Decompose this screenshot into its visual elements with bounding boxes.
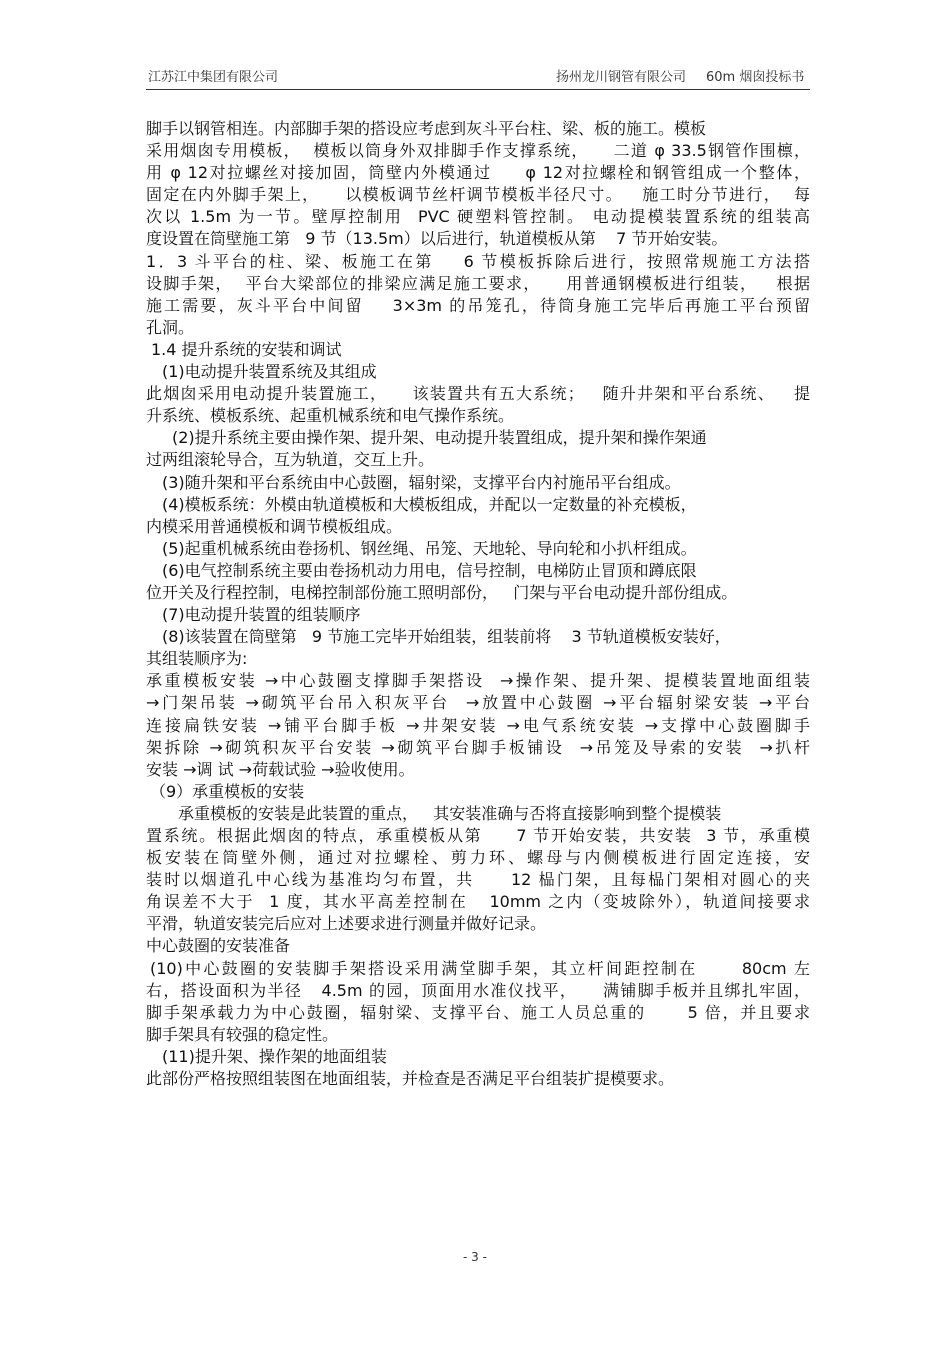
text-line: 脚手架具有较强的稳定性。	[146, 1024, 339, 1044]
header-company-left: 江苏江中集团有限公司	[148, 70, 279, 85]
text-line: 1．3 斗平台的柱、梁、板施工在第 6 节模板拆除后进行，按照常规施工方法搭	[146, 251, 810, 271]
text-line: 此烟囱采用电动提升装置施工， 该装置共有五大系统； 随升井架和平台系统、 提	[146, 384, 810, 404]
text-line: 角误差不大于 1 度，其水平高差控制在 10mm 之内（变坡除外），轨道间接要求	[146, 892, 810, 912]
text-line: 脚手以钢管相连。内部脚手架的搭设应考虑到灰斗平台柱、梁、板的施工。模板	[146, 119, 707, 138]
text-line: 架拆除 →砌筑积灰平台安装 →砌筑平台脚手板铺设 →吊笼及导索的安装 →扒杆	[146, 737, 810, 757]
text-line: 位开关及行程控制，电梯控制部份施工照明部份， 门架与平台电动提升部份组成。	[146, 582, 738, 602]
text-line: (4)模板系统：外模由轨道模板和大模板组成，并配以一定数量的补充模板，	[162, 494, 697, 514]
text-line: 板安装在筒壁外侧，通过对拉螺栓、剪力环、螺母与内侧模板进行固定连接，安	[146, 848, 810, 868]
text-line: 用 φ 12对拉螺丝对接加固，筒壁内外模通过 φ 12对拉螺栓和钢管组成一个整体，	[146, 163, 810, 183]
text-line: →门架吊装 →砌筑平台吊入积灰平台 →放置中心鼓圈 →平台辐射梁安装 →平台	[146, 693, 810, 713]
text-line: (2)提升系统主要由操作架、提升架、电动提升装置组成，提升架和操作架通	[172, 428, 707, 448]
document-body	[146, 118, 810, 1090]
text-line: 置系统。根据此烟囱的特点，承重模板从第 7 节开始安装，共安装 3 节，承重模	[146, 826, 810, 845]
text-line: (11)提升架、操作架的地面组装	[162, 1046, 387, 1066]
header-rule	[146, 89, 810, 90]
text-line: 平滑，轨道安装完后应对上述要求进行测量并做好记录。	[146, 914, 547, 934]
header-doc-title: 60m 烟囱投标书	[706, 70, 805, 85]
text-line: 承重模板的安装是此装置的重点， 其安装准确与否将直接影响到整个提模装	[178, 803, 722, 823]
text-line: 内模采用普通模板和调节模板组成。	[146, 516, 403, 536]
text-line: 脚手架承载力为中心鼓圈，辐射梁、支撑平台、施工人员总重的 5 倍，并且要求	[146, 1002, 810, 1022]
text-line: 采用烟囱专用模板， 模板以筒身外双排脚手作支撑系统， 二道 φ 33.5钢管作围檩，	[146, 141, 810, 161]
text-line: 升系统、模板系统、起重机械系统和电气操作系统。	[146, 406, 515, 426]
text-line: 此部份严格按照组装图在地面组装，并检查是否满足平台组装扩提模要求。	[146, 1069, 675, 1089]
text-line: 安装 →调 试 →荷载试验 →验收使用。	[146, 759, 415, 779]
text-line: (10)中心鼓圈的安装脚手架搭设采用满堂脚手架，其立杆间距控制在 80cm 左	[150, 958, 810, 978]
text-line: 次以 1.5m 为一节。壁厚控制用 PVC 硬塑料管控制。 电动提模装置系统的组装高	[146, 207, 810, 227]
text-line: 设脚手架， 平台大梁部位的排梁应满足施工要求， 用普通钢模板进行组装， 根据	[146, 273, 810, 293]
text-line: 孔洞。	[146, 317, 195, 337]
text-line: 中心鼓圈的安装准备	[146, 936, 291, 956]
text-line: 右，搭设面积为半径 4.5m 的园，顶面用水准仪找平， 满铺脚手板并且绑扎牢固，	[146, 980, 810, 1000]
text-line: 承重模板安装 →中心鼓圈支撑脚手架搭设 →操作架、提升架、提模装置地面组装	[146, 671, 810, 691]
text-line: (5)起重机械系统由卷扬机、钢丝绳、吊笼、天地轮、导向轮和小扒杆组成。	[162, 538, 697, 558]
text-line: 1.4 提升系统的安装和调试	[151, 339, 342, 359]
text-line: (8)该装置在筒壁第 9 节施工完毕开始组装，组装前将 3 节轨道模板安装好，	[162, 627, 731, 647]
text-line: (1)电动提升装置系统及其组成	[162, 362, 377, 382]
text-line: (6)电气控制系统主要由卷扬机动力用电，信号控制，电梯防止冒顶和蹲底限	[162, 560, 697, 580]
page-number: - 3 -	[463, 1250, 487, 1264]
header-right	[556, 66, 804, 85]
text-line: 连接扁铁安装 →铺平台脚手板 →井架安装 →电气系统安装 →支撑中心鼓圈脚手	[146, 715, 810, 735]
header-company-right: 扬州龙川钢管有限公司	[556, 70, 687, 85]
text-line: 度设置在筒壁施工第 9 节（13.5m）以后进行，轨道模板从第 7 节开始安装。	[146, 229, 728, 249]
text-line: 施工需要，灰斗平台中间留 3×3m 的吊笼孔，待筒身施工完毕后再施工平台预留	[146, 295, 810, 315]
text-line: 装时以烟道孔中心线为基准均匀布置，共 12 榀门架，且每榀门架相对圆心的夹	[146, 870, 810, 890]
text-line: 固定在内外脚手架上， 以模板调节丝杆调节模板半径尺寸。 施工时分节进行， 每	[146, 185, 810, 205]
text-line: 过两组滚轮导合，互为轨道，交互上升。	[146, 450, 435, 470]
text-line: （9）承重模板的安装	[150, 781, 305, 801]
text-line: (7)电动提升装置的组装顺序	[162, 605, 361, 625]
text-line: 其组装顺序为:	[146, 649, 248, 669]
text-line: (3)随升架和平台系统由中心鼓圈，辐射梁，支撑平台内衬施吊平台组成。	[162, 472, 681, 492]
